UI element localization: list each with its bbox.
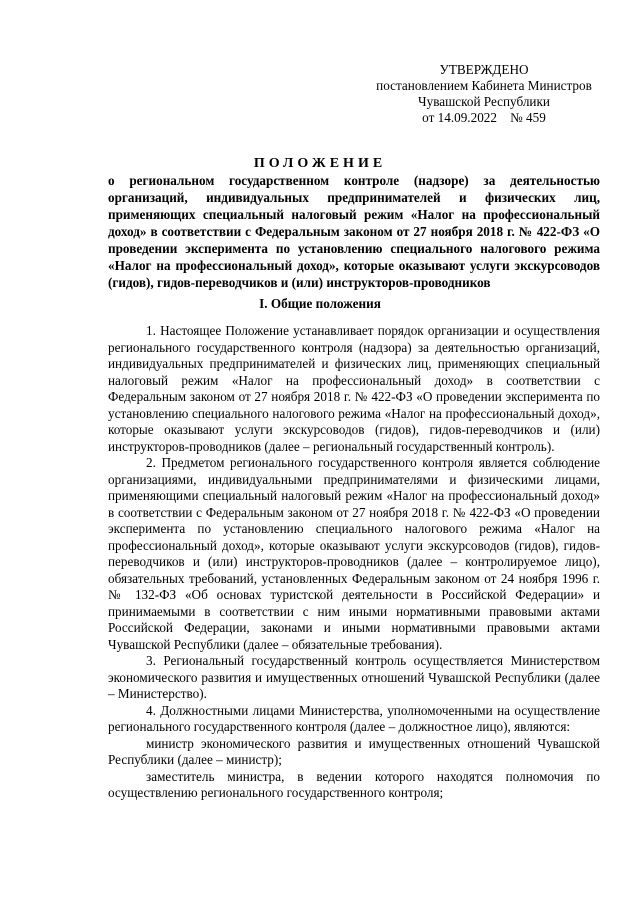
document-title: ПОЛОЖЕНИЕ — [253, 156, 387, 171]
approval-line-2: постановлением Кабинета Министров — [376, 78, 592, 93]
approval-line-3: Чувашской Республики — [418, 94, 550, 109]
paragraph-1: 1. Настоящее Положение устанавливает порядок организации и осуществления регионального государственного контроля (надзора) за деятельностью организаций, индивидуальных предпринимателей и физических лиц, применяющих специальный налоговый режим «Налог на профессиональный доход» в соответствии с Федеральным законом от 27 ноября 2018 г. № 422-ФЗ «О проведении эксперимента по установлению специального налогового режима «Налог на профессиональный доход», которые оказывают услуги экскурсоводов (гидов), гидов-переводчиков и (или) инструкторов-проводников (далее – региональный государственный контроль). — [108, 323, 600, 454]
document-body — [108, 323, 600, 802]
approval-line-4: от 14.09.2022 № 459 — [422, 110, 546, 125]
document-subtitle: о региональном государственном контроле (надзоре) за деятельностью организаций, индивидуальных предпринимателей и физических лиц, применяющих специальный налоговый режим «Налог на профессиональный доход» в соответствии с Федеральным законом от 27 ноября 2018 г. № 422-ФЗ «О проведении эксперимента по установлению специального налогового режима «Налог на профессиональный доход», которые оказывают услуги экскурсоводов (гидов), гидов-переводчиков и (или) инструкторов-проводников — [108, 173, 600, 290]
list-item-1: министр экономического развития и имущественных отношений Чувашской Республики (далее – министр); — [108, 735, 600, 767]
paragraph-2: 2. Предметом регионального государственного контроля является соблюдение организациями, индивидуальными предпринимателями и физическими лицами, применяющими специальный налоговый режим «Налог на профессиональный доход» в соответствии с Федеральным законом от 27 ноября 2018 г. № 422-ФЗ «О проведении эксперимента по установлению специального налогового режима «Налог на профессиональный доход», которые оказывают услуги экскурсоводов (гидов), гидов-переводчиков и (или) инструкторов-проводников (далее – контролируемое лицо), обязательных требований, установленных Федеральным законом от 24 ноября 1996 г. № 132-ФЗ «Об основах туристской деятельности в Российской Федерации» и принимаемыми в соответствии с ним иными нормативными правовыми актами Российской Федерации, законами и иными нормативными правовыми актами Чувашской Республики (далее – обязательные требования). — [108, 455, 600, 652]
paragraph-4: 4. Должностными лицами Министерства, уполномоченными на осуществление регионального государственного контроля (далее – должностное лицо), являются: — [108, 702, 600, 734]
section-heading: I. Общие положения — [259, 296, 381, 311]
paragraph-3: 3. Региональный государственный контроль осуществляется Министерством экономического развития и имущественных отношений Чувашской Республики (далее – Министерство). — [108, 653, 600, 701]
approval-line-1: УТВЕРЖДЕНО — [439, 62, 529, 77]
approval-stamp — [364, 62, 604, 126]
list-item-2: заместитель министра, в ведении которого находятся полномочия по осуществлению регионального государственного контроля; — [108, 768, 600, 800]
